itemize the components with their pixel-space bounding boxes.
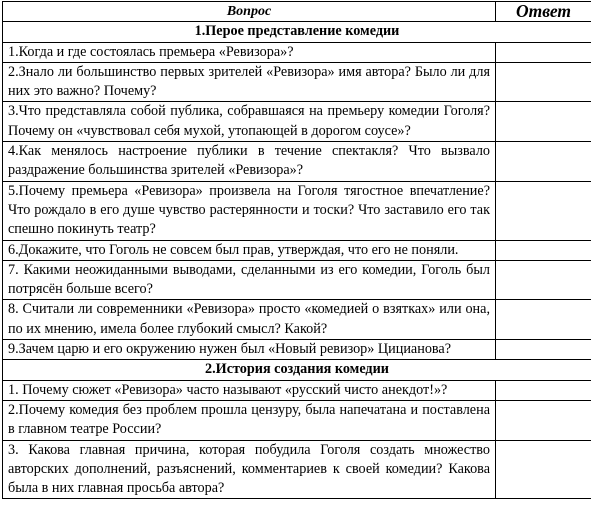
answer-cell[interactable] bbox=[496, 400, 591, 440]
question-cell: 8. Считали ли современники «Ревизора» просто «комедией о взятках» или она, по их мнению, имела более глубокий смысл? Какой? bbox=[3, 300, 496, 340]
answer-cell[interactable] bbox=[496, 300, 591, 340]
table-row bbox=[3, 300, 591, 340]
table-row bbox=[3, 181, 591, 240]
question-cell: 1. Почему сюжет «Ревизора» часто называют «русский чисто анекдот!»? bbox=[3, 380, 496, 400]
question-cell: 6.Докажите, что Гоголь не совсем был прав, утверждая, что его не поняли. bbox=[3, 240, 496, 260]
table-row bbox=[3, 380, 591, 400]
answer-cell[interactable] bbox=[496, 142, 591, 182]
table-row bbox=[3, 340, 591, 360]
answer-cell[interactable] bbox=[496, 102, 591, 142]
question-cell: 2.Знало ли большинство первых зрителей «Ревизора» имя автора? Было ли для них это важно? Почему? bbox=[3, 62, 496, 102]
table-row bbox=[3, 102, 591, 142]
section-header-row bbox=[3, 360, 591, 380]
question-cell: 5.Почему премьера «Ревизора» произвела на Гоголя тягостное впечатление? Что рождало в его душе чувство растерянности и тоски? Что заставило его так спешно покинуть театр? bbox=[3, 181, 496, 240]
answer-cell[interactable] bbox=[496, 240, 591, 260]
section-title: 2.История создания комедии bbox=[3, 360, 591, 380]
question-cell: 3. Какова главная причина, которая побудила Гоголя создать множество авторских дополнений, разъяснений, комментариев к своей комедии? Какова была в них главная просьба автора? bbox=[3, 440, 496, 499]
question-cell: 1.Когда и где состоялась премьера «Ревизора»? bbox=[3, 42, 496, 62]
questions-table bbox=[2, 1, 591, 499]
section-title: 1.Перое представление комедии bbox=[3, 22, 591, 42]
question-column-header: Вопрос bbox=[3, 2, 496, 22]
table-row bbox=[3, 142, 591, 182]
question-cell: 2.Почему комедия без проблем прошла цензуру, была напечатана и поставлена в главном театре России? bbox=[3, 400, 496, 440]
answer-cell[interactable] bbox=[496, 440, 591, 499]
question-cell: 9.Зачем царю и его окружению нужен был «Новый ревизор» Цицианова? bbox=[3, 340, 496, 360]
answer-cell[interactable] bbox=[496, 260, 591, 300]
answer-cell[interactable] bbox=[496, 62, 591, 102]
section-header-row bbox=[3, 22, 591, 42]
question-cell: 7. Какими неожиданными выводами, сделанными из его комедии, Гоголь был потрясён больше всего? bbox=[3, 260, 496, 300]
table-header-row bbox=[3, 2, 591, 22]
answer-cell[interactable] bbox=[496, 380, 591, 400]
answer-cell[interactable] bbox=[496, 340, 591, 360]
table-row bbox=[3, 240, 591, 260]
table-row bbox=[3, 400, 591, 440]
answer-cell[interactable] bbox=[496, 181, 591, 240]
question-cell: 4.Как менялось настроение публики в течение спектакля? Что вызвало раздражение большинства зрителей «Ревизора»? bbox=[3, 142, 496, 182]
table-row bbox=[3, 42, 591, 62]
table-row bbox=[3, 440, 591, 499]
answer-column-header: Ответ bbox=[496, 2, 591, 22]
answer-cell[interactable] bbox=[496, 42, 591, 62]
table-row bbox=[3, 260, 591, 300]
question-cell: 3.Что представляла собой публика, собравшаяся на премьеру комедии Гоголя? Почему он «чувствовал себя мухой, утопающей в дорогом соусе»? bbox=[3, 102, 496, 142]
table-row bbox=[3, 62, 591, 102]
